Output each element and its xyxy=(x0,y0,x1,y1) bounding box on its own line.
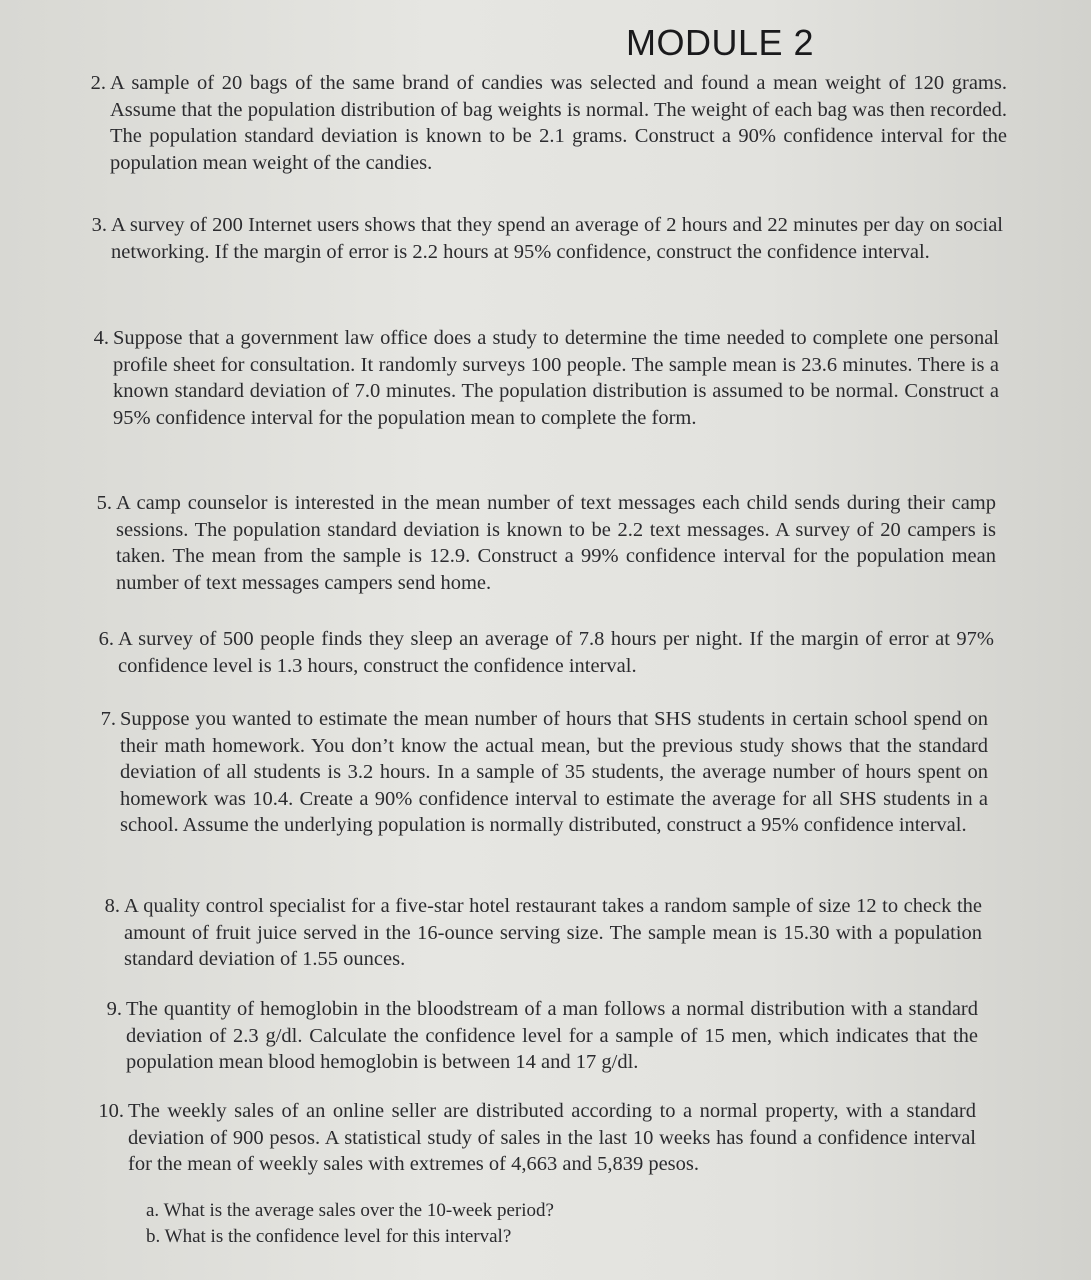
problem-text: The quantity of hemoglobin in the bloodstream of a man follows a normal distribution with a standard deviation of 2.3 g/dl. Calculate the confidence level for a sample of 15 men, which indicates that the population mean blood hemoglobin is between 14 and 17 g/dl. xyxy=(126,998,978,1073)
problem-text: Suppose that a government law office does a study to determine the time needed to complete one personal profile sheet for consultation. It randomly surveys 100 people. The sample mean is 23.6 minutes. There is a known standard deviation of 7.0 minutes. The population distribution is assumed to be normal. Construct a 95% confidence interval for the population mean to complete the form. xyxy=(113,327,999,429)
problem-3 xyxy=(91,212,1003,265)
sub-question-b: b. What is the confidence level for this interval? xyxy=(146,1226,512,1247)
problem-4 xyxy=(93,325,999,431)
problem-number: 6. xyxy=(98,628,114,650)
problem-7 xyxy=(100,706,988,839)
problem-number: 2. xyxy=(90,72,106,94)
problem-10 xyxy=(98,1098,976,1178)
problem-text: A sample of 20 bags of the same brand of candies was selected and found a mean weight of 120 grams. Assume that the population distribution of bag weights is normal. The weight of each bag was then recorded. The population standard deviation is known to be 2.1 grams. Construct a 90% confidence interval for the population mean weight of the candies. xyxy=(110,72,1007,174)
problem-2 xyxy=(90,70,1007,176)
problem-number: 8. xyxy=(104,895,120,917)
problem-text: A survey of 500 people finds they sleep an average of 7.8 hours per night. If the margin of error at 97% confidence level is 1.3 hours, construct the confidence interval. xyxy=(118,628,994,677)
problem-text: A survey of 200 Internet users shows that they spend an average of 2 hours and 22 minutes per day on social networking. If the margin of error is 2.2 hours at 95% confidence, construct the confidence interval. xyxy=(111,214,1003,263)
problem-text: A camp counselor is interested in the mean number of text messages each child sends during their camp sessions. The population standard deviation is known to be 2.2 text messages. A survey of 20 campers is taken. The mean from the sample is 12.9. Construct a 99% confidence interval for the population mean number of text messages campers send home. xyxy=(116,492,996,594)
problem-number: 10. xyxy=(98,1100,124,1122)
sub-questions xyxy=(146,1198,554,1250)
problem-8 xyxy=(104,893,982,973)
page-title: MODULE 2 xyxy=(625,22,815,63)
problem-number: 7. xyxy=(100,708,116,730)
problem-9 xyxy=(106,996,978,1076)
problem-number: 5. xyxy=(96,492,112,514)
problem-number: 4. xyxy=(93,327,109,349)
problem-text: The weekly sales of an online seller are distributed according to a normal property, with a standard deviation of 900 pesos. A statistical study of sales in the last 10 weeks has found a confidence interval for the mean of weekly sales with extremes of 4,663 and 5,839 pesos. xyxy=(128,1100,976,1175)
problem-text: Suppose you wanted to estimate the mean number of hours that SHS students in certain school spend on their math homework. You don’t know the actual mean, but the previous study shows that the standard deviation of all students is 3.2 hours. In a sample of 35 students, the average number of hours spent on homework was 10.4. Create a 90% confidence interval to estimate the average for all SHS students in a school. Assume the underlying population is normally distributed, construct a 95% confidence interval. xyxy=(120,708,988,836)
problem-5 xyxy=(96,490,996,596)
problem-text: A quality control specialist for a five-star hotel restaurant takes a random sample of size 12 to check the amount of fruit juice served in the 16-ounce serving size. The sample mean is 15.30 with a population standard deviation of 1.55 ounces. xyxy=(124,895,982,970)
problem-number: 9. xyxy=(106,998,122,1020)
problem-number: 3. xyxy=(91,214,107,236)
problem-6 xyxy=(98,626,994,679)
sub-question-a: a. What is the average sales over the 10-week period? xyxy=(146,1200,554,1221)
